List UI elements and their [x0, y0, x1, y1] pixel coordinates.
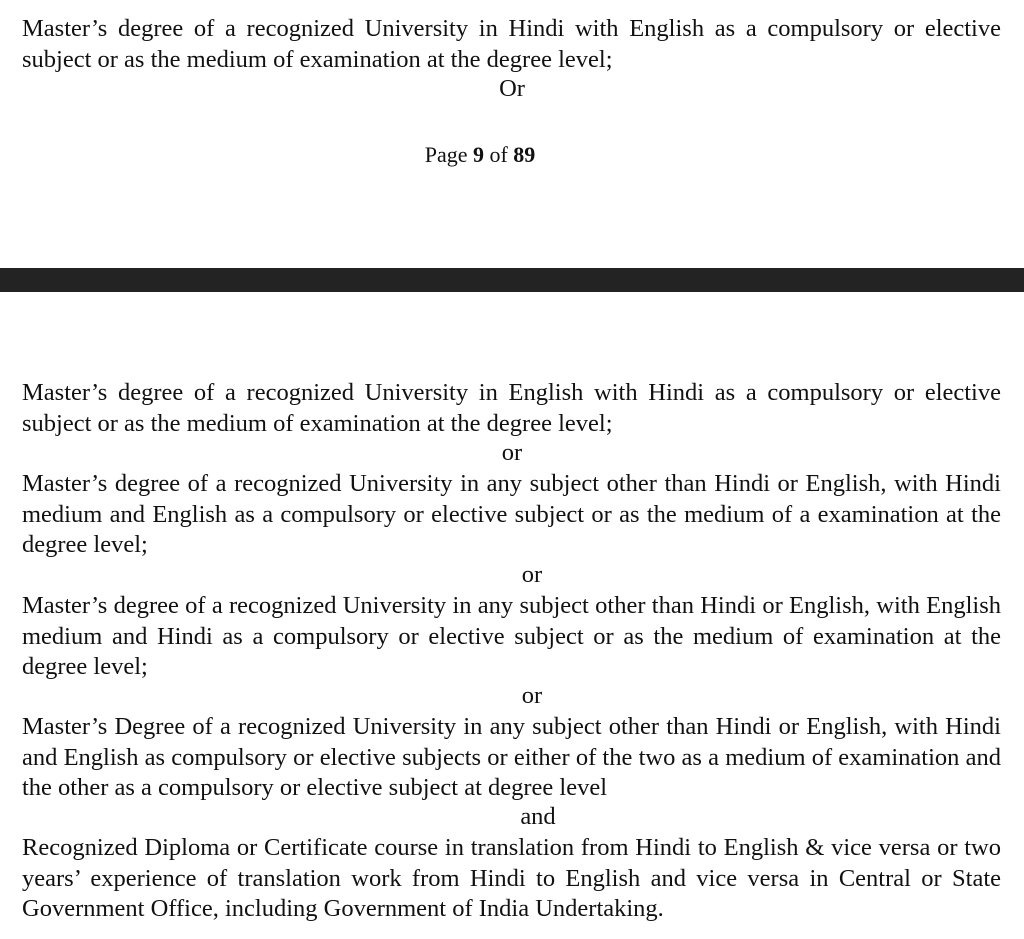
or-separator-1: or: [501, 439, 523, 466]
or-separator-3: or: [521, 682, 543, 709]
page-separator-bar: [0, 268, 1024, 292]
or-separator-2: or: [521, 561, 543, 588]
paragraph-english-with-hindi: Master’s degree of a recognized University in English with Hindi as a compulsory or elective subject or as the medium of examination at the degree level;: [22, 379, 1001, 437]
paragraph-diploma-or-experience: Recognized Diploma or Certificate course in translation from Hindi to English & vice versa or two years’ experience of translation work from Hindi to English and vice versa in Central or State Government Office, including Government of India Undertaking.: [22, 834, 1001, 922]
page-of-label: of: [489, 142, 508, 167]
paragraph-english-medium: Master’s degree of a recognized University in any subject other than Hindi or English, with English medium and Hindi as a compulsory or elective subject or as the medium of examination at the degree level;: [22, 592, 1001, 680]
and-separator: and: [520, 803, 556, 830]
or-separator-top: Or: [499, 75, 525, 102]
document-page-bottom: [0, 292, 1024, 939]
page-label: Page: [424, 142, 468, 167]
page-total-number: 89: [513, 142, 536, 167]
paragraph-hindi-medium: Master’s degree of a recognized University in any subject other than Hindi or English, with Hindi medium and English as a compulsory or elective subject or as the medium of a examination at the degree level;: [22, 470, 1001, 558]
document-page-top: [0, 0, 1024, 268]
paragraph-hindi-and-english: Master’s Degree of a recognized University in any subject other than Hindi or English, with Hindi and English as compulsory or elective subjects or either of the two as a medium of examination and the other as a compulsory or elective subject at degree level: [22, 713, 1001, 801]
page-current-number: 9: [472, 142, 484, 167]
paragraph-hindi-with-english: Master’s degree of a recognized University in Hindi with English as a compulsory or elective subject or as the medium of examination at the degree level;: [22, 15, 1001, 73]
page-footer: [0, 141, 960, 169]
